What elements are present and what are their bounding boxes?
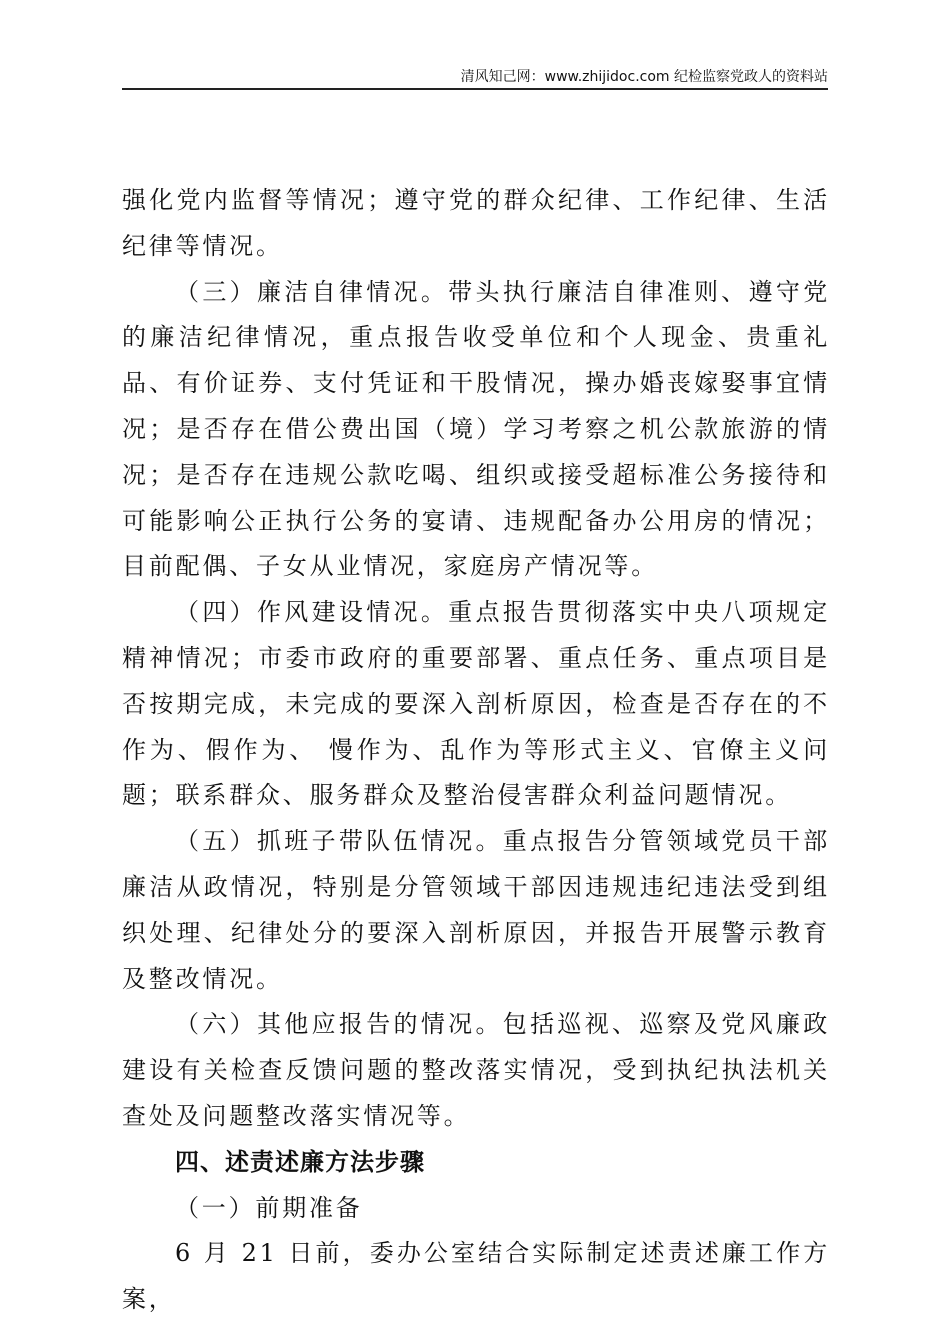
paragraph-integrity-self-discipline: （三）廉洁自律情况。带头执行廉洁自律准则、遵守党的廉洁纪律情况，重点报告收受单位和个人现金、贵重礼品、有价证券、支付凭证和干股情况，操办婚丧嫁娶事宜情况；是否存在借公费出国（境）学习考察之机公款旅游的情况；是否存在违规公款吃喝、组织或接受超标准公务接待和可能影响公正执行公务的宴请、违规配备办公用房的情况；目前配偶、子女从业情况，家庭房产情况等。 [122,277,830,581]
document-body [122,178,830,1323]
subsection-heading-preparation: （一）前期准备 [175,1193,363,1222]
paragraph-other-matters: （六）其他应报告的情况。包括巡视、巡察及党风廉政建设有关检查反馈问题的整改落实情况，受到执纪执法机关查处及问题整改落实情况等。 [122,1010,830,1130]
paragraph-continued: 强化党内监督等情况；遵守党的群众纪律、工作纪律、生活纪律等情况。 [122,186,830,260]
paragraph-preparation: 6 月 21 日前，委办公室结合实际制定述责述廉工作方案， [122,1239,830,1314]
header-site-text: 清风知己网：www.zhijidoc.com 纪检监察党政人的资料站 [460,69,828,85]
page-header [122,62,828,90]
paragraph-team-leadership: （五）抓班子带队伍情况。重点报告分管领域党员干部廉洁从政情况，特别是分管领域干部因违规违纪违法受到组织处理、纪律处分的要深入剖析原因，并报告开展警示教育及整改情况。 [122,827,830,993]
paragraph-work-style: （四）作风建设情况。重点报告贯彻落实中央八项规定精神情况；市委市政府的重要部署、重点任务、重点项目是否按期完成，未完成的要深入剖析原因，检查是否存在的不作为、假作为、 慢作为、乱作为等形式主义、官僚主义问题；联系群众、服务群众及整治侵害群众利益问题情况。 [122,598,830,810]
section-heading-methods: 四、述责述廉方法步骤 [175,1147,425,1176]
